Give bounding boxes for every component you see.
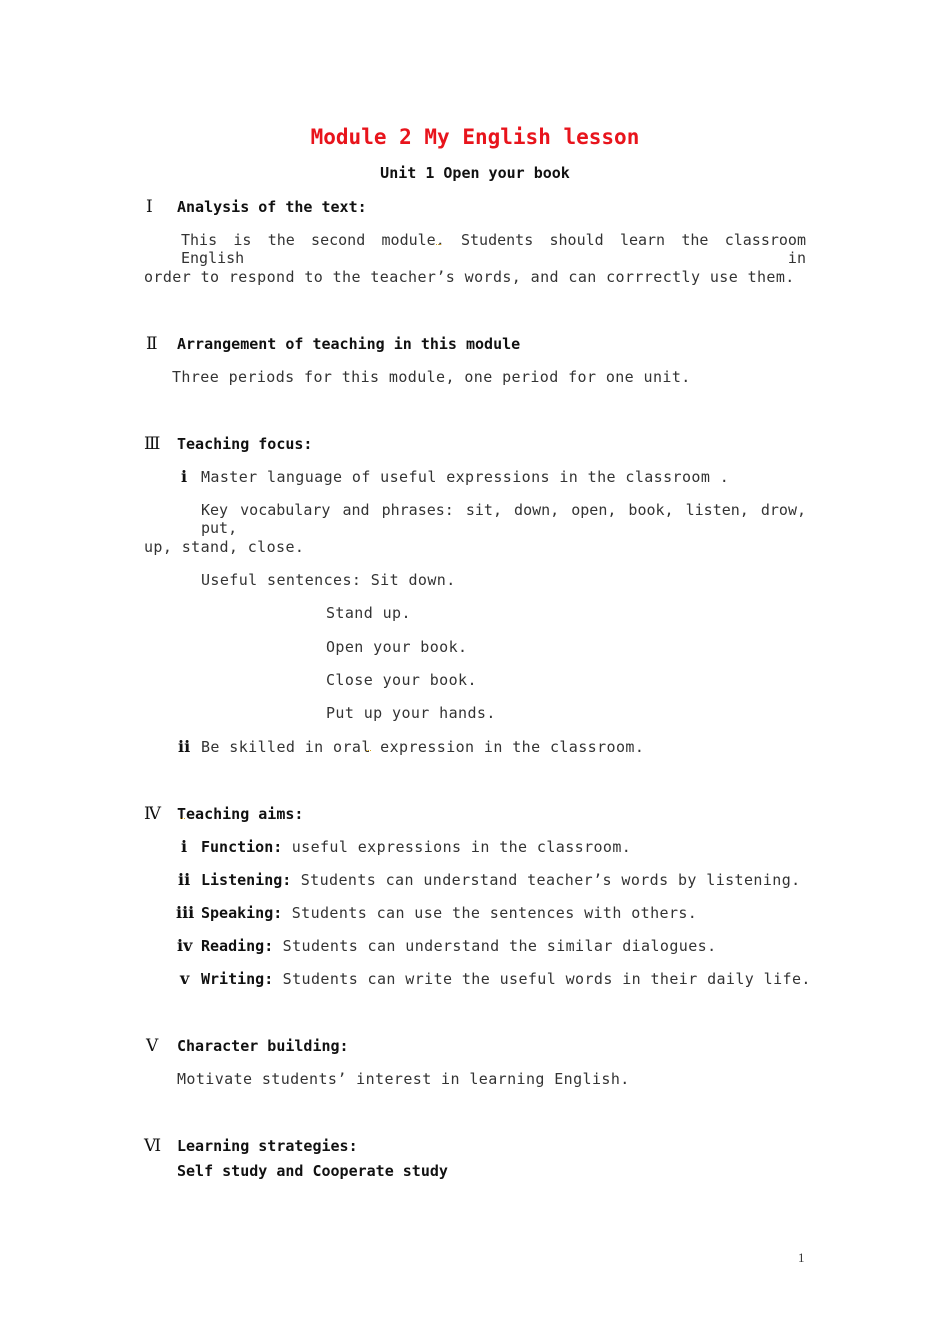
section-6-heading: Learning strategies: xyxy=(177,1137,358,1155)
aim-text: Students can understand teacher’s words by listening. xyxy=(291,871,801,889)
key-vocabulary-line-1: Key vocabulary and phrases: sit, down, open, book, listen, drow, put, xyxy=(201,501,806,537)
proofing-mark xyxy=(436,240,441,245)
section-1-heading: Analysis of the text: xyxy=(177,198,367,216)
focus-item-i-text: Master language of useful expressions in the classroom . xyxy=(201,468,730,486)
section-5-number: Ⅴ xyxy=(146,1036,159,1056)
section-3-number: Ⅲ xyxy=(144,434,161,454)
aim-text: useful expressions in the classroom. xyxy=(282,838,632,856)
page-subtitle: Unit 1 Open your book xyxy=(380,164,570,182)
aim-item xyxy=(201,904,697,922)
useful-sentences-label: Useful sentences: Sit down. xyxy=(201,571,456,589)
aim-item-number: iii xyxy=(176,903,195,922)
aim-item xyxy=(201,838,631,856)
aim-item-number: iv xyxy=(177,936,193,955)
section-6-body: Self study and Cooperate study xyxy=(177,1162,448,1180)
aim-item-number: ii xyxy=(178,870,191,889)
focus-item-ii-number: ii xyxy=(178,737,191,756)
focus-item-i-number: i xyxy=(181,467,188,486)
section-4-number: Ⅳ xyxy=(144,804,161,824)
useful-sentence: Stand up. xyxy=(326,604,411,622)
aim-label: Listening: xyxy=(201,871,292,889)
section-5-heading: Character building: xyxy=(177,1037,349,1055)
useful-sentence: Close your book. xyxy=(326,671,477,689)
useful-sentence: Put up your hands. xyxy=(326,704,496,722)
aim-label: Function: xyxy=(201,838,283,856)
section-2-body: Three periods for this module, one period for one unit. xyxy=(172,368,691,386)
aim-item-number: v xyxy=(180,969,190,988)
key-vocabulary-line-2: up, stand, close. xyxy=(144,538,305,556)
useful-sentence: Open your book. xyxy=(326,638,468,656)
focus-item-ii-text: Be skilled in oral expression in the classroom. xyxy=(201,738,645,756)
aim-item xyxy=(201,970,811,988)
aim-item xyxy=(201,937,717,955)
proofing-mark xyxy=(180,814,185,819)
page-title: Module 2 My English lesson xyxy=(310,125,640,149)
section-1-line-1: This is the second module. Students should learn the classroom English in xyxy=(181,231,806,267)
section-6-number: Ⅵ xyxy=(144,1136,162,1156)
aim-text: Students can understand the similar dialogues. xyxy=(273,937,717,955)
aim-text: Students can write the useful words in their daily life. xyxy=(273,970,811,988)
page-number: 1 xyxy=(798,1250,805,1265)
section-2-heading: Arrangement of teaching in this module xyxy=(177,335,521,353)
aim-text: Students can use the sentences with others. xyxy=(282,904,698,922)
aim-item-number: i xyxy=(181,837,188,856)
section-5-body: Motivate students’ interest in learning English. xyxy=(177,1070,630,1088)
aim-label: Reading: xyxy=(201,937,274,955)
proofing-mark xyxy=(366,746,371,751)
aim-item xyxy=(201,871,801,889)
section-3-heading: Teaching focus: xyxy=(177,435,313,453)
aim-label: Speaking: xyxy=(201,904,283,922)
section-4-heading: Teaching aims: xyxy=(177,805,304,823)
section-1-line-2: order to respond to the teacher’s words, and can corrrectly use them. xyxy=(144,268,795,286)
section-1-number: Ⅰ xyxy=(146,197,153,217)
section-2-number: Ⅱ xyxy=(146,334,158,354)
aim-label: Writing: xyxy=(201,970,274,988)
